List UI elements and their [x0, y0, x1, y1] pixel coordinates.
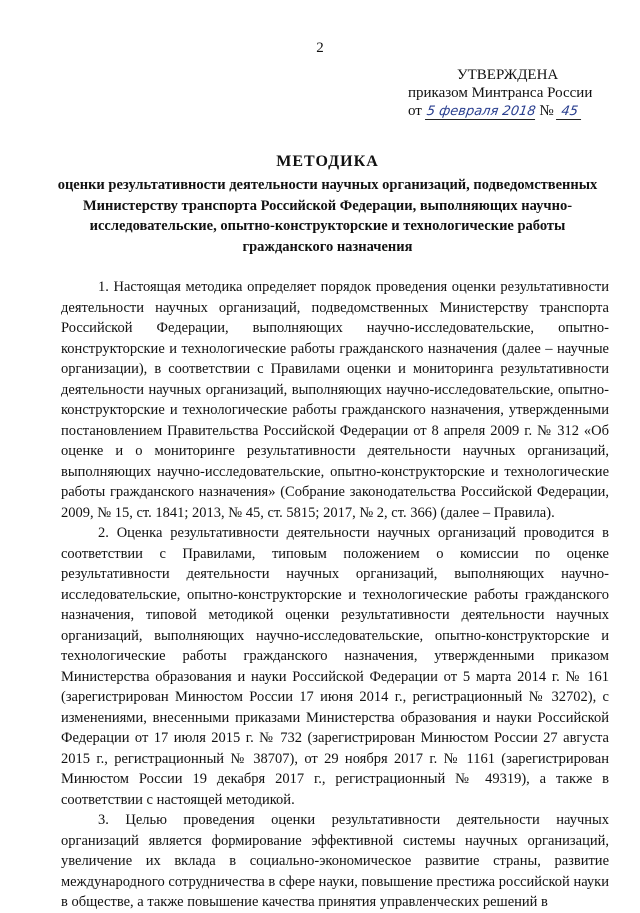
- page-number: 2: [316, 40, 324, 56]
- document-subtitle: оценки результативности деятельности научных организаций, подведомственных Министерству транспорта Российской Федерации, выполняющих научно-исследовательские, опытно-конструкторские и технологические работы гражданского назначения: [57, 177, 598, 255]
- handwritten-date: 5 февраля 2018: [425, 104, 537, 119]
- approval-heading: УТВЕРЖДЕНА: [457, 67, 559, 83]
- number-prefix: №: [539, 103, 554, 119]
- approval-order-by: приказом Минтранса России: [408, 85, 593, 101]
- document-body: [61, 277, 609, 913]
- handwritten-number: 45: [556, 105, 583, 120]
- paragraph-1: 1. Настоящая методика определяет порядок проведения оценки результативности деятельности научных организаций, подведомственных Министерству транспорта Российской Федерации, выполняющих научно-исследовательские, опытно-конструкторские и технологические работы гражданского назначения (далее – научные организации), в соответствии с Правилами оценки и мониторинга результативности деятельности научных организаций, выполняющих научно-исследовательские, опытно-конструкторские и технологические работы гражданского назначения, утвержденными постановлением Правительства Российской Федерации от 8 апреля 2009 г. № 312 «Об оценке и о мониторинге результативности деятельности научных организаций, выполняющих научно-исследовательские, опытно-конструкторские и технологические работы гражданского назначения» (Собрание законодательства Российской Федерации, 2009, № 15, ст. 1841; 2013, № 45, ст. 5815; 2017, № 2, ст. 366) (далее – Правила).: [61, 279, 609, 521]
- paragraph-3: 3. Целью проведения оценки результативности деятельности научных организаций является формирование эффективной системы научных организаций, увеличение их вклада в социально-экономическое развитие страны, развитие международного сотрудничества в сфере науки, повышение престижа российской науки в обществе, а также повышение качества принятия управленческих решений в: [61, 812, 609, 910]
- document-title-block: [56, 152, 599, 257]
- document-title: МЕТОДИКА: [276, 153, 379, 170]
- date-prefix: от: [408, 103, 422, 119]
- paragraph-2: 2. Оценка результативности деятельности научных организаций проводится в соответствии с Правилами, типовым положением о комиссии по оценке результативности деятельности научных организаций, выполняющих научно-исследовательские, опытно-конструкторские и технологические работы гражданского назначения, типовой методикой оценки результативности деятельности научных организаций, выполняющих научно-исследовательские, опытно-конструкторские и технологические работы гражданского назначения, утвержденными приказом Министерства образования и науки Российской Федерации от 5 марта 2014 г. № 161 (зарегистрирован Минюстом России 17 июня 2014 г., регистрационный № 32702), с изменениями, внесенными приказами Министерства образования и науки Российской Федерации от 17 июля 2015 г. № 732 (зарегистрирован Минюстом России 27 августа 2015 г., регистрационный № 38707), от 29 ноября 2017 г. № 1161 (зарегистрирован Минюстом России 19 декабря 2017 г., регистрационный № 49319), а также в соответствии с настоящей методикой.: [61, 525, 609, 808]
- approval-date-line: [400, 102, 615, 120]
- approval-stamp: [400, 66, 615, 120]
